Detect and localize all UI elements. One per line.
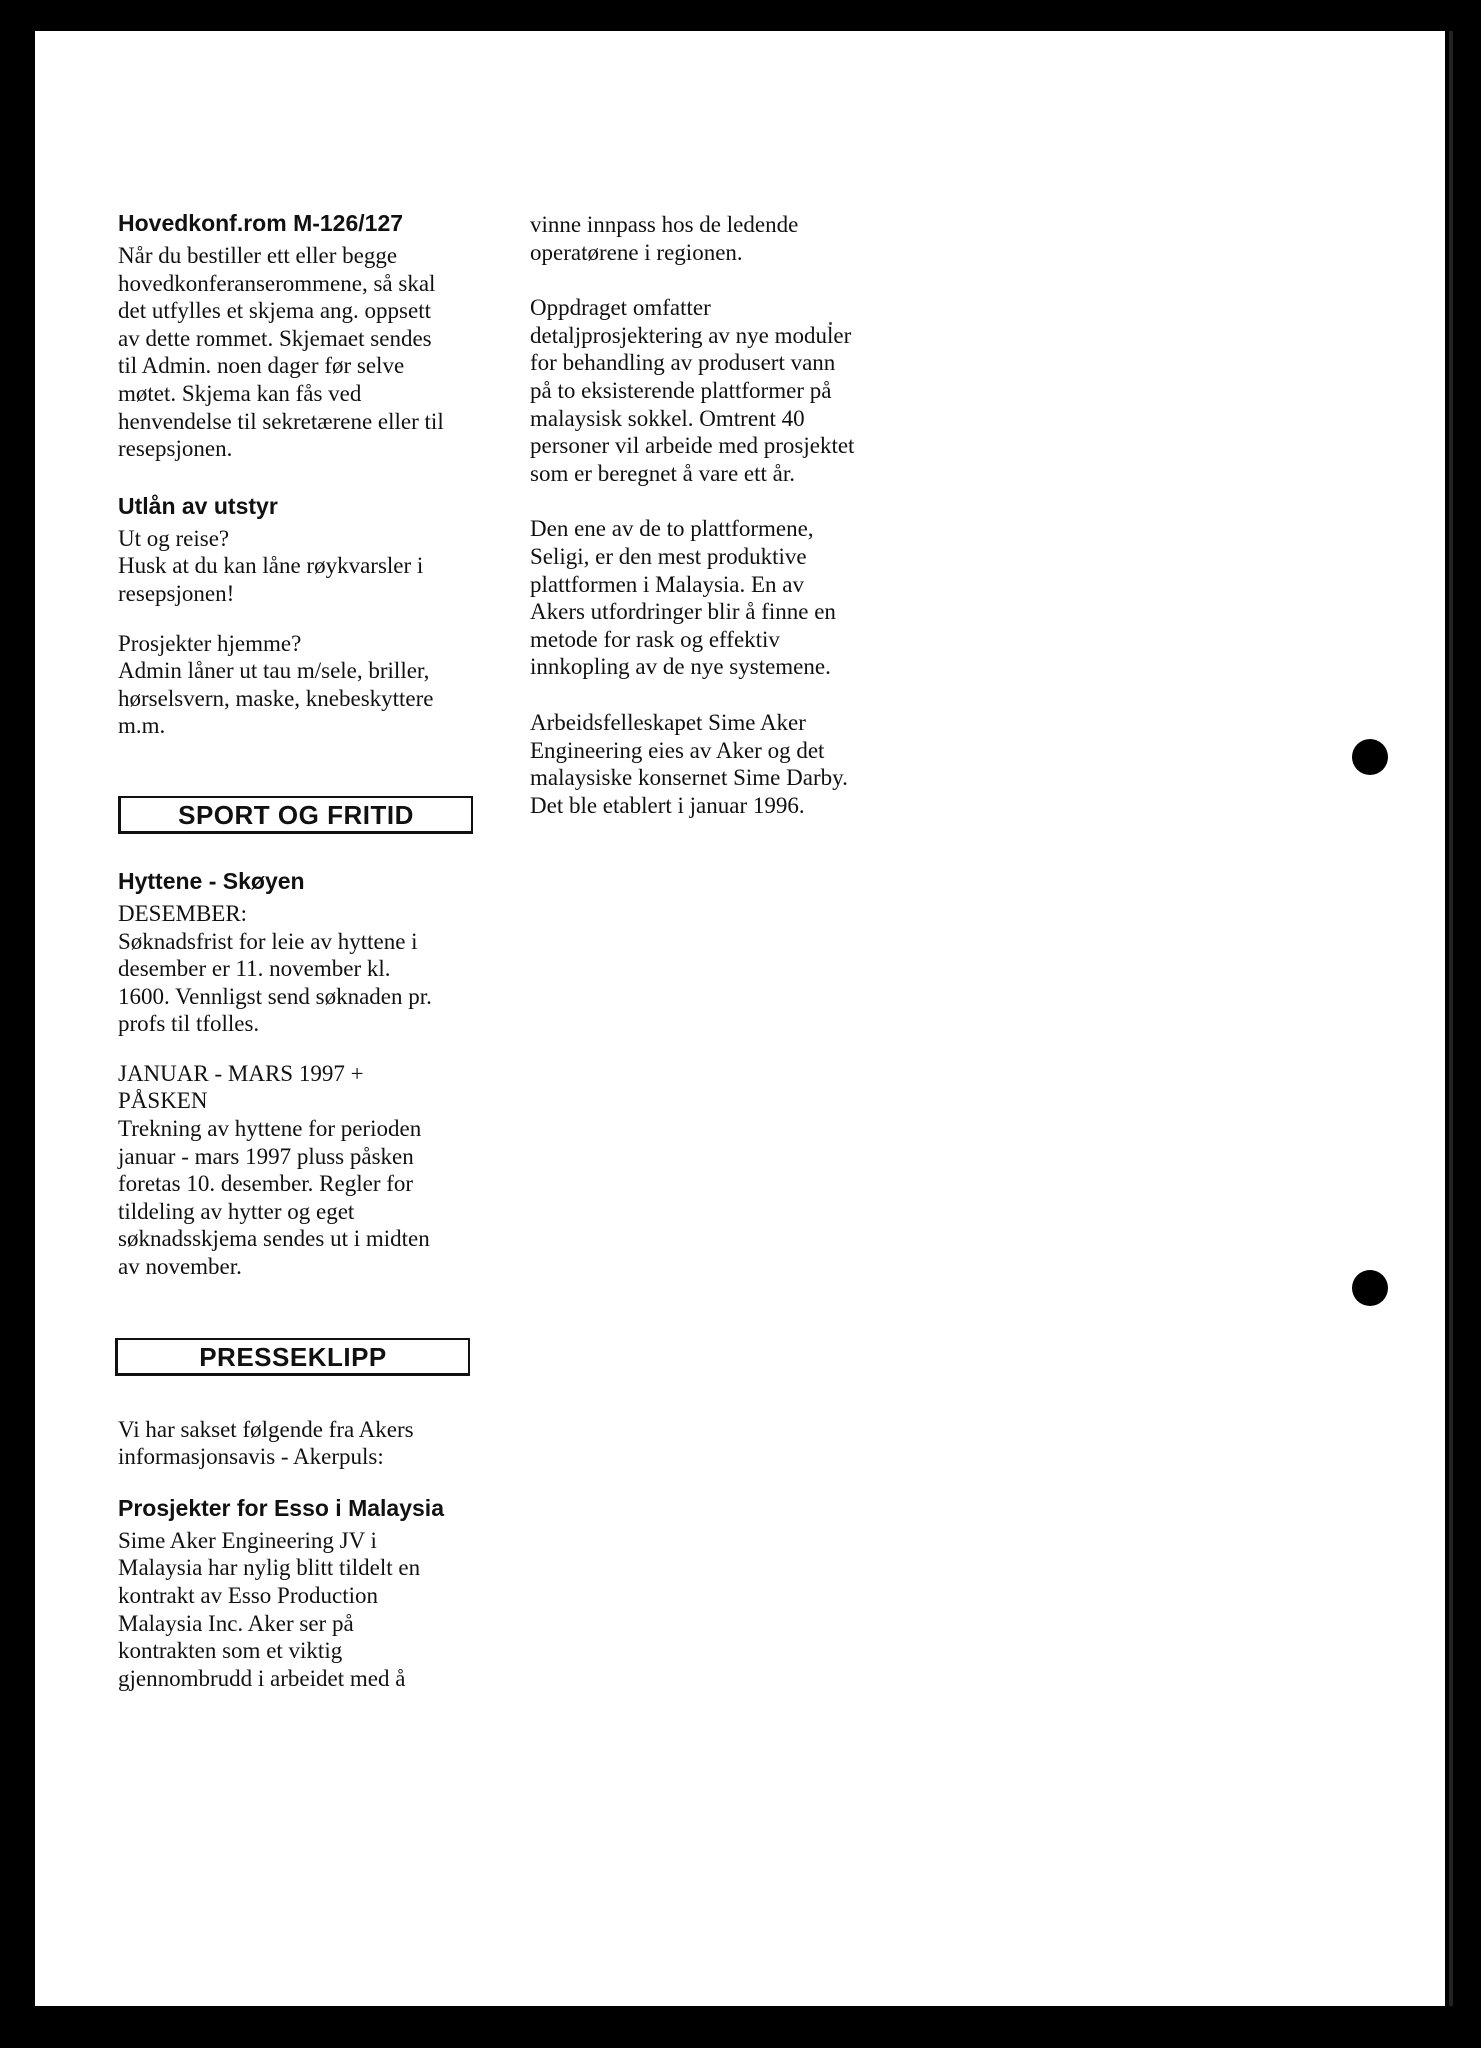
equipment-loan-text-2: Prosjekter hjemme? Admin låner ut tau m/sele, briller, hørselsvern, maske, knebeskyttere m.m. [118,630,434,739]
right-text-2: Oppdraget omfatter detaljprosjektering av nye moduler for behandling av produsert vann på to eksisterende plattformer på malaysisk sokkel. Omtrent 40 personer vil arbeide med prosjektet som er beregnet å vare ett år. [530,295,855,486]
right-text-1: vinne innpass hos de ledende operatørene i regionen. [530,212,799,265]
heading-esso-malaysia: Prosjekter for Esso i Malaysia [118,1494,444,1521]
section-box-presseklipp: PRESSEKLIPP [115,1338,470,1376]
right-column [530,211,920,819]
punch-hole-bottom [1352,1270,1388,1306]
heading-cabins: Hyttene - Skøyen [118,867,305,894]
esso-malaysia-text: Sime Aker Engineering JV i Malaysia har nylig blitt tildelt en kontrakt av Esso Production Malaysia Inc. Aker ser på kontrakten som et viktig gjennombrudd i arbeidet med å [118,1527,421,1691]
page-edge-line [1449,31,1453,2006]
heading-equipment-loan: Utlån av utstyr [118,492,278,519]
punch-hole-top [1352,739,1388,775]
equipment-loan-text-1: Ut og reise? Husk at du kan låne røykvarsler i resepsjonen! [118,525,424,606]
cabins-text-december: DESEMBER: Søknadsfrist for leie av hyttene i desember er 11. november kl. 1600. Vennligst send søknaden pr. profs til tfolles. [118,900,432,1037]
right-text-3: Den ene av de to plattformene, Seligi, er den mest produktive plattformen i Malaysia. En av Akers utfordringer blir å finne en metode for rask og effektiv innkopling av de nye systemene. [530,516,836,680]
press-intro-text: Vi har sakset følgende fra Akers informasjonsavis - Akerpuls: [118,1416,414,1470]
cabins-text-january: JANUAR - MARS 1997 + PÅSKEN Trekning av hyttene for perioden januar - mars 1997 pluss påsken foretas 10. desember. Regler for tildeling av hytter og eget søknadsskjema sendes ut i midten av november. [118,1060,430,1280]
section-box-sport-og-fritid: SPORT OG FRITID [118,796,473,834]
right-text-4: Arbeidsfelleskapet Sime Aker Engineering eies av Aker og det malaysiske konsernet Sime Darby. Det ble etablert i januar 1996. [530,709,848,818]
conference-rooms-text: Når du bestiller ett eller begge hovedkonferanserommene, så skal det utfylles et skjema ang. oppsett av dette rommet. Skjemaet sendes til Admin. noen dager før selve møtet. Skjema kan fås ved henvendelse til sekretærene eller til resepsjonen. [118,243,444,462]
left-column [118,208,518,1692]
heading-conference-rooms: Hovedkonf.rom M-126/127 [118,210,404,236]
